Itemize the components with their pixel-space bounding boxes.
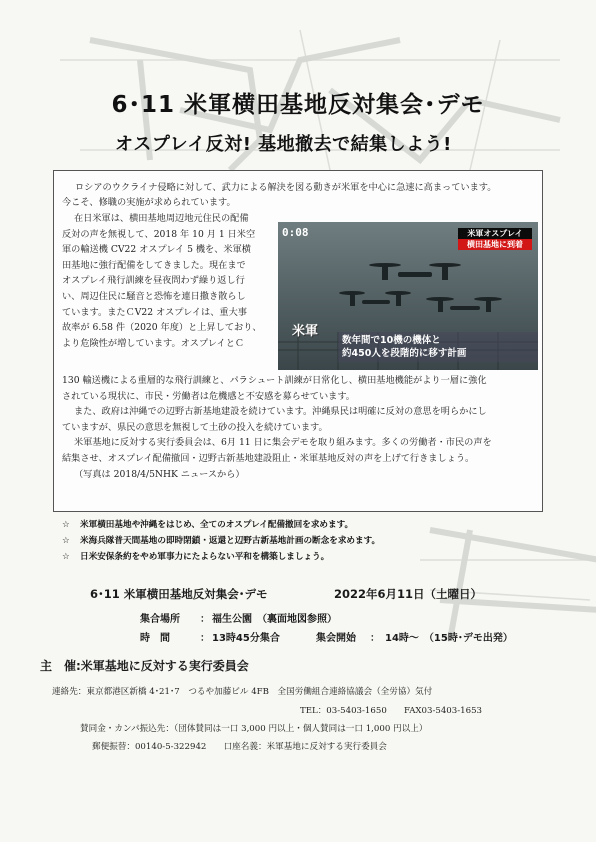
demands-list bbox=[62, 517, 562, 565]
contact-address: 連絡先：東京都港区新橋 4･21･7 つるや加藤ビル 4FB 全国労働組合連絡協議会（全労協）気付 bbox=[52, 687, 433, 697]
news-tag-line-1: 米軍オスプレイ bbox=[458, 228, 532, 239]
photo-big-caption: 米軍 bbox=[292, 324, 319, 339]
demand-text: 米海兵隊普天間基地の即時閉鎖・返還と辺野古新基地計画の断念を求めます。 bbox=[80, 536, 381, 546]
article-line: 在日米軍は、横田基地周辺地元住民の配備 bbox=[74, 213, 249, 224]
start-label: 集会開始 bbox=[316, 633, 356, 644]
demand-item bbox=[62, 517, 562, 533]
event-title: 6･11 米軍横田基地反対集会･デモ bbox=[90, 587, 268, 601]
photo-credit: （写真は 2018/4/5NHK ニュースから） bbox=[74, 468, 245, 480]
intro-line-2: 今こそ、修職の実施が求められています。 bbox=[62, 197, 236, 208]
article-full-width bbox=[62, 373, 538, 482]
photo-caption bbox=[338, 332, 538, 362]
photo-caption-line-1: 数年間で10機の機体と bbox=[342, 335, 441, 346]
article-line: また、政府は沖縄での辺野古新基地建設を続けています。沖縄県民は明確に反対の意思を明らかにし bbox=[74, 406, 487, 418]
news-tag bbox=[458, 228, 532, 250]
star-icon: ☆ bbox=[62, 520, 70, 530]
article-line: ていますが、県民の意思を無視して土砂の投入を続けています。 bbox=[62, 421, 328, 433]
news-photo bbox=[278, 222, 538, 370]
demand-item bbox=[62, 549, 562, 565]
venue-separator: ： bbox=[200, 614, 210, 625]
demand-text: 米軍横田基地や沖縄をはじめ、全てのオスプレイ配備撤回を求めます。 bbox=[80, 520, 354, 530]
venue-value: 福生公園 （裏面地図参照） bbox=[212, 614, 337, 625]
article-line: 結集させ、オスプレイ配備撤回・辺野古新基地建設阻止・米軍基地反対の声を上げて行きましょう。 bbox=[62, 452, 475, 464]
demand-text: 日米安保条約をやめ軍事力にたよらない平和を構築しましょう。 bbox=[80, 552, 330, 562]
article-left-column bbox=[62, 211, 277, 351]
time-separator: ： bbox=[200, 633, 210, 644]
article-line: 反対の声を無視して、2018 年 10 月 1 日米空 bbox=[62, 228, 256, 240]
article-line: オスプレイ飛行訓練を昼夜問わず繰り返し行 bbox=[62, 275, 245, 287]
event-date: 2022年6月11日（土曜日） bbox=[334, 587, 483, 601]
demand-item bbox=[62, 533, 562, 549]
photo-caption-line-2: 約450人を段階的に移す計画 bbox=[342, 348, 467, 359]
article-line: 130 輸送機による重層的な飛行訓練と、パラシュート訓練が日常化し、横田基地機能がより一層に強化 bbox=[62, 375, 487, 386]
news-tag-line-2: 横田基地に到着 bbox=[458, 239, 532, 250]
article-line: 米軍基地に反対する実行委員会は、6月 11 日に集会デモを取り組みます。多くの労働者・市民の声を bbox=[74, 437, 492, 449]
article-line: 田基地に強行配備をしてきました。現在まで bbox=[62, 259, 246, 271]
time-value: 13時45分集合 bbox=[212, 633, 280, 644]
star-icon: ☆ bbox=[62, 536, 70, 546]
time-label: 時 間 bbox=[140, 633, 170, 644]
flyer-subtitle: オスプレイ反対! 基地撤去で結集しよう! bbox=[115, 134, 452, 155]
account-info: 郵便振替：00140-5-322942 口座名義：米軍基地に反対する実行委員会 bbox=[92, 742, 387, 752]
article-line: 軍の輸送機 CV22 オスプレイ 5 機を、米軍横 bbox=[62, 244, 251, 256]
video-timestamp: 0:08 bbox=[282, 226, 309, 239]
article-line: い、周辺住民に騒音と恐怖を連日撒き散らし bbox=[62, 290, 246, 302]
flyer-title: 6･11 米軍横田基地反対集会･デモ bbox=[111, 92, 485, 118]
article-line: されている現状に、市民・労働者は危機感と不安感を募らせています。 bbox=[62, 390, 355, 402]
venue-label: 集合場所 bbox=[140, 614, 180, 625]
intro-line-1: ロシアのウクライナ侵略に対して、武力による解決を図る動きが米軍を中心に急速に高まっています。 bbox=[75, 182, 497, 193]
article-line: より危険性が増しています。オスプレイとＣ bbox=[62, 337, 245, 349]
contact-phone: TEL：03-5403-1650 FAX03-5403-1653 bbox=[300, 706, 482, 716]
article-line: ています。またＣV22 オスプレイは、重大事 bbox=[62, 306, 247, 318]
donation-info: 賛同金・カンパ振込先：（団体賛同は一口 3,000 円以上・個人賛同は一口 1,000 円以上） bbox=[80, 724, 428, 734]
star-icon: ☆ bbox=[62, 552, 70, 562]
article-line: 故率が 6.58 件（2020 年度）と上昇しており、 bbox=[62, 322, 262, 334]
start-value: ： 14時～ （15時･デモ出発） bbox=[370, 633, 513, 644]
organizer: 主 催:米軍基地に反対する実行委員会 bbox=[40, 659, 249, 673]
